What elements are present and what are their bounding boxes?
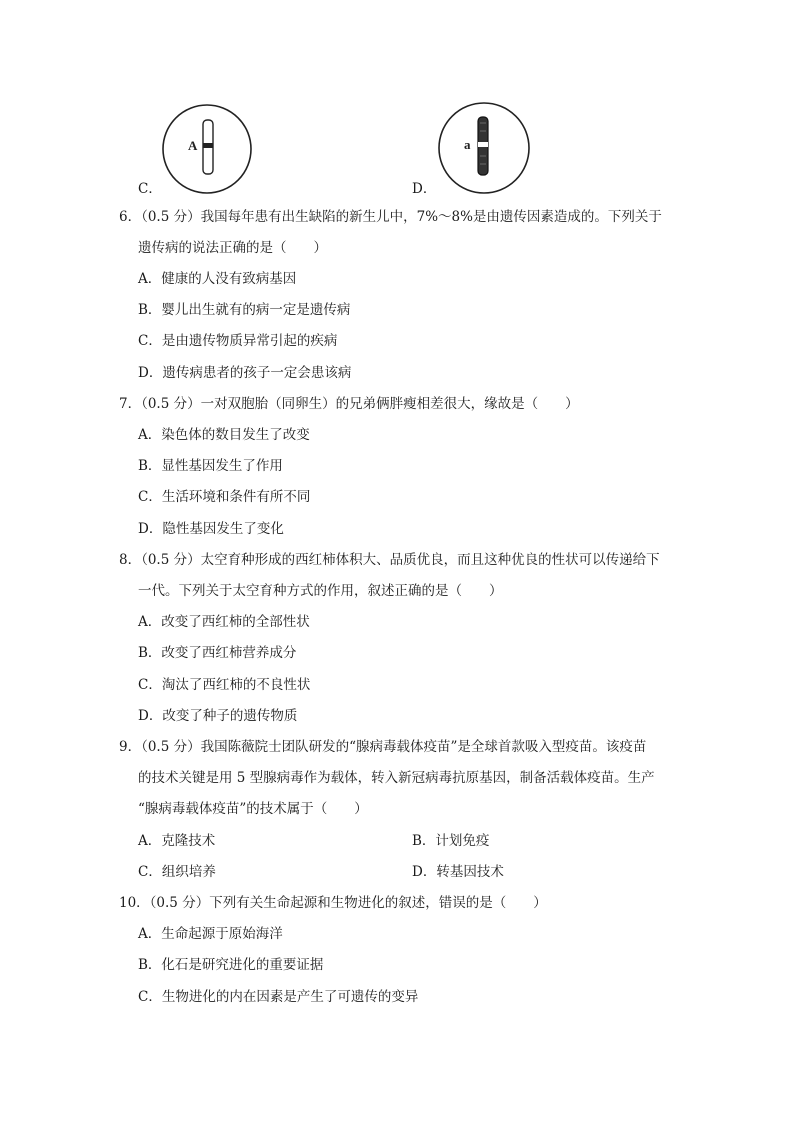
figure-option-d bbox=[436, 100, 532, 196]
question-10-option-c: C．生物进化的内在因素是产生了可遗传的变异 bbox=[138, 989, 419, 1005]
question-6-stem-line1: 6．（0.5 分）我国每年患有出生缺陷的新生儿中，7%～8%是由遗传因素造成的。下列关于 bbox=[119, 209, 662, 225]
question-8-option-d: D．改变了种子的遗传物质 bbox=[138, 708, 298, 724]
question-8-stem-line2: 一代。下列关于太空育种方式的作用，叙述正确的是（ ） bbox=[138, 583, 503, 599]
question-8-option-b: B．改变了西红柿营养成分 bbox=[138, 645, 297, 661]
gene-label-c: A bbox=[188, 138, 198, 153]
figure-option-c bbox=[160, 102, 254, 196]
question-7-stem-line1: 7．（0.5 分）一对双胞胎（同卵生）的兄弟俩胖瘦相差很大，缘故是（ ） bbox=[119, 396, 579, 412]
question-7-option-a: A．染色体的数目发生了改变 bbox=[138, 427, 310, 443]
chromosome-diagram-c bbox=[160, 102, 254, 196]
question-9-option-a: A．克隆技术 bbox=[138, 833, 216, 849]
question-8-option-c: C．淘汰了西红柿的不良性状 bbox=[138, 677, 311, 693]
question-9-stem-line1: 9．（0.5 分）我国陈薇院士团队研发的“腺病毒载体疫苗”是全球首款吸入型疫苗。该疫苗 bbox=[119, 739, 647, 755]
question-10-option-a: A．生命起源于原始海洋 bbox=[138, 926, 283, 942]
question-10-option-b: B．化石是研究进化的重要证据 bbox=[138, 957, 324, 973]
question-7-option-b: B．显性基因发生了作用 bbox=[138, 458, 283, 474]
question-9-option-c: C．组织培养 bbox=[138, 864, 216, 880]
question-7-option-c: C．生活环境和条件有所不同 bbox=[138, 489, 311, 505]
question-8-option-a: A．改变了西红柿的全部性状 bbox=[138, 614, 310, 630]
gene-band bbox=[478, 142, 488, 147]
question-10-stem-line1: 10．（0.5 分）下列有关生命起源和生物进化的叙述，错误的是（ ） bbox=[119, 895, 547, 911]
question-9-stem-line3: “腺病毒载体疫苗”的技术属于（ ） bbox=[138, 801, 368, 817]
option-label-c: C． bbox=[138, 181, 162, 197]
question-9-option-d: D．转基因技术 bbox=[412, 864, 504, 880]
chromosome-diagram-d bbox=[436, 100, 532, 196]
question-9-option-b: B．计划免疫 bbox=[412, 833, 490, 849]
question-7-option-d: D．隐性基因发生了变化 bbox=[138, 521, 284, 537]
question-6-option-d: D．遗传病患者的孩子一定会患该病 bbox=[138, 365, 352, 381]
question-8-stem-line1: 8．（0.5 分）太空育种形成的西红柿体积大、品质优良，而且这种优良的性状可以传递给下 bbox=[119, 552, 660, 568]
option-label-d: D． bbox=[412, 181, 437, 197]
question-6-option-a: A．健康的人没有致病基因 bbox=[138, 271, 297, 287]
gene-label-d: a bbox=[464, 137, 471, 152]
question-6-option-c: C．是由遗传物质异常引起的疾病 bbox=[138, 333, 338, 349]
question-6-stem-line2: 遗传病的说法正确的是（ ） bbox=[138, 240, 327, 256]
question-9-stem-line2: 的技术关键是用 5 型腺病毒作为载体，转入新冠病毒抗原基因，制备活载体疫苗。生产 bbox=[138, 770, 655, 786]
question-6-option-b: B．婴儿出生就有的病一定是遗传病 bbox=[138, 302, 351, 318]
gene-band bbox=[203, 143, 213, 148]
